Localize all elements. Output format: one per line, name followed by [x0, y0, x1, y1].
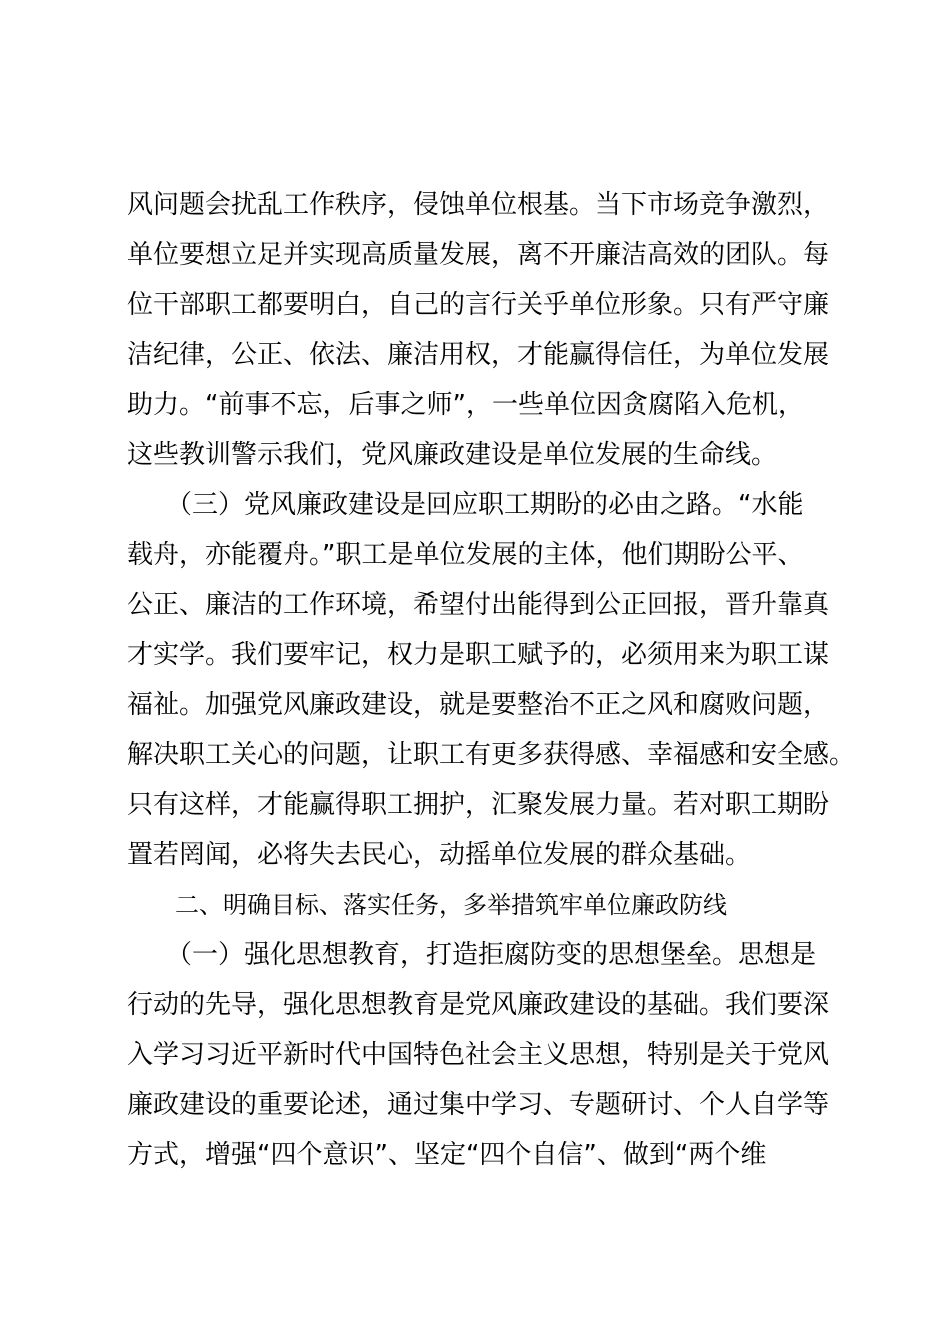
- text-line-2: 单位要想立足并实现高质量发展，离不开廉洁高效的团队。每: [127, 240, 830, 270]
- text-line-11: 福祉。加强党风廉政建设，就是要整治不正之风和腐败问题，: [127, 690, 830, 720]
- text-line-8: 载舟，亦能覆舟。”职工是单位发展的主体，他们期盼公平、: [127, 540, 804, 570]
- text-line-3: 位干部职工都要明白，自己的言行关乎单位形象。只有严守廉: [127, 290, 830, 320]
- text-line-12: 解决职工关心的问题，让职工有更多获得感、幸福感和安全感。: [127, 740, 856, 770]
- text-line-10: 才实学。我们要牢记，权力是职工赋予的，必须用来为职工谋: [127, 640, 830, 670]
- text-line-20: 方式，增强“四个意识”、坚定“四个自信”、做到“两个维: [127, 1140, 767, 1170]
- text-line-1: 风问题会扰乱工作秩序，侵蚀单位根基。当下市场竞争激烈，: [127, 190, 830, 220]
- section-heading: 二、明确目标、落实任务，多举措筑牢单位廉政防线: [127, 891, 727, 919]
- text-line-5: 助力。“前事不忘，后事之师”，一些单位因贪腐陷入危机，: [127, 390, 804, 420]
- text-line-16: （一）强化思想教育，打造拒腐防变的思想堡垒。思想是: [127, 940, 817, 970]
- text-line-13: 只有这样，才能赢得职工拥护，汇聚发展力量。若对职工期盼: [127, 790, 830, 820]
- text-line-9: 公正、廉洁的工作环境，希望付出能得到公正回报，晋升靠真: [127, 590, 830, 620]
- text-line-7: （三）党风廉政建设是回应职工期盼的必由之路。“水能: [127, 490, 804, 520]
- text-line-14: 置若罔闻，必将失去民心，动摇单位发展的群众基础。: [127, 840, 752, 870]
- text-line-18: 入学习习近平新时代中国特色社会主义思想，特别是关于党风: [127, 1040, 830, 1070]
- text-line-19: 廉政建设的重要论述，通过集中学习、专题研讨、个人自学等: [127, 1090, 830, 1120]
- text-line-4: 洁纪律，公正、依法、廉洁用权，才能赢得信任，为单位发展: [127, 340, 830, 370]
- document-body: [127, 180, 856, 1180]
- text-line-17: 行动的先导，强化思想教育是党风廉政建设的基础。我们要深: [127, 990, 830, 1020]
- text-line-6: 这些教训警示我们，党风廉政建设是单位发展的生命线。: [127, 440, 778, 470]
